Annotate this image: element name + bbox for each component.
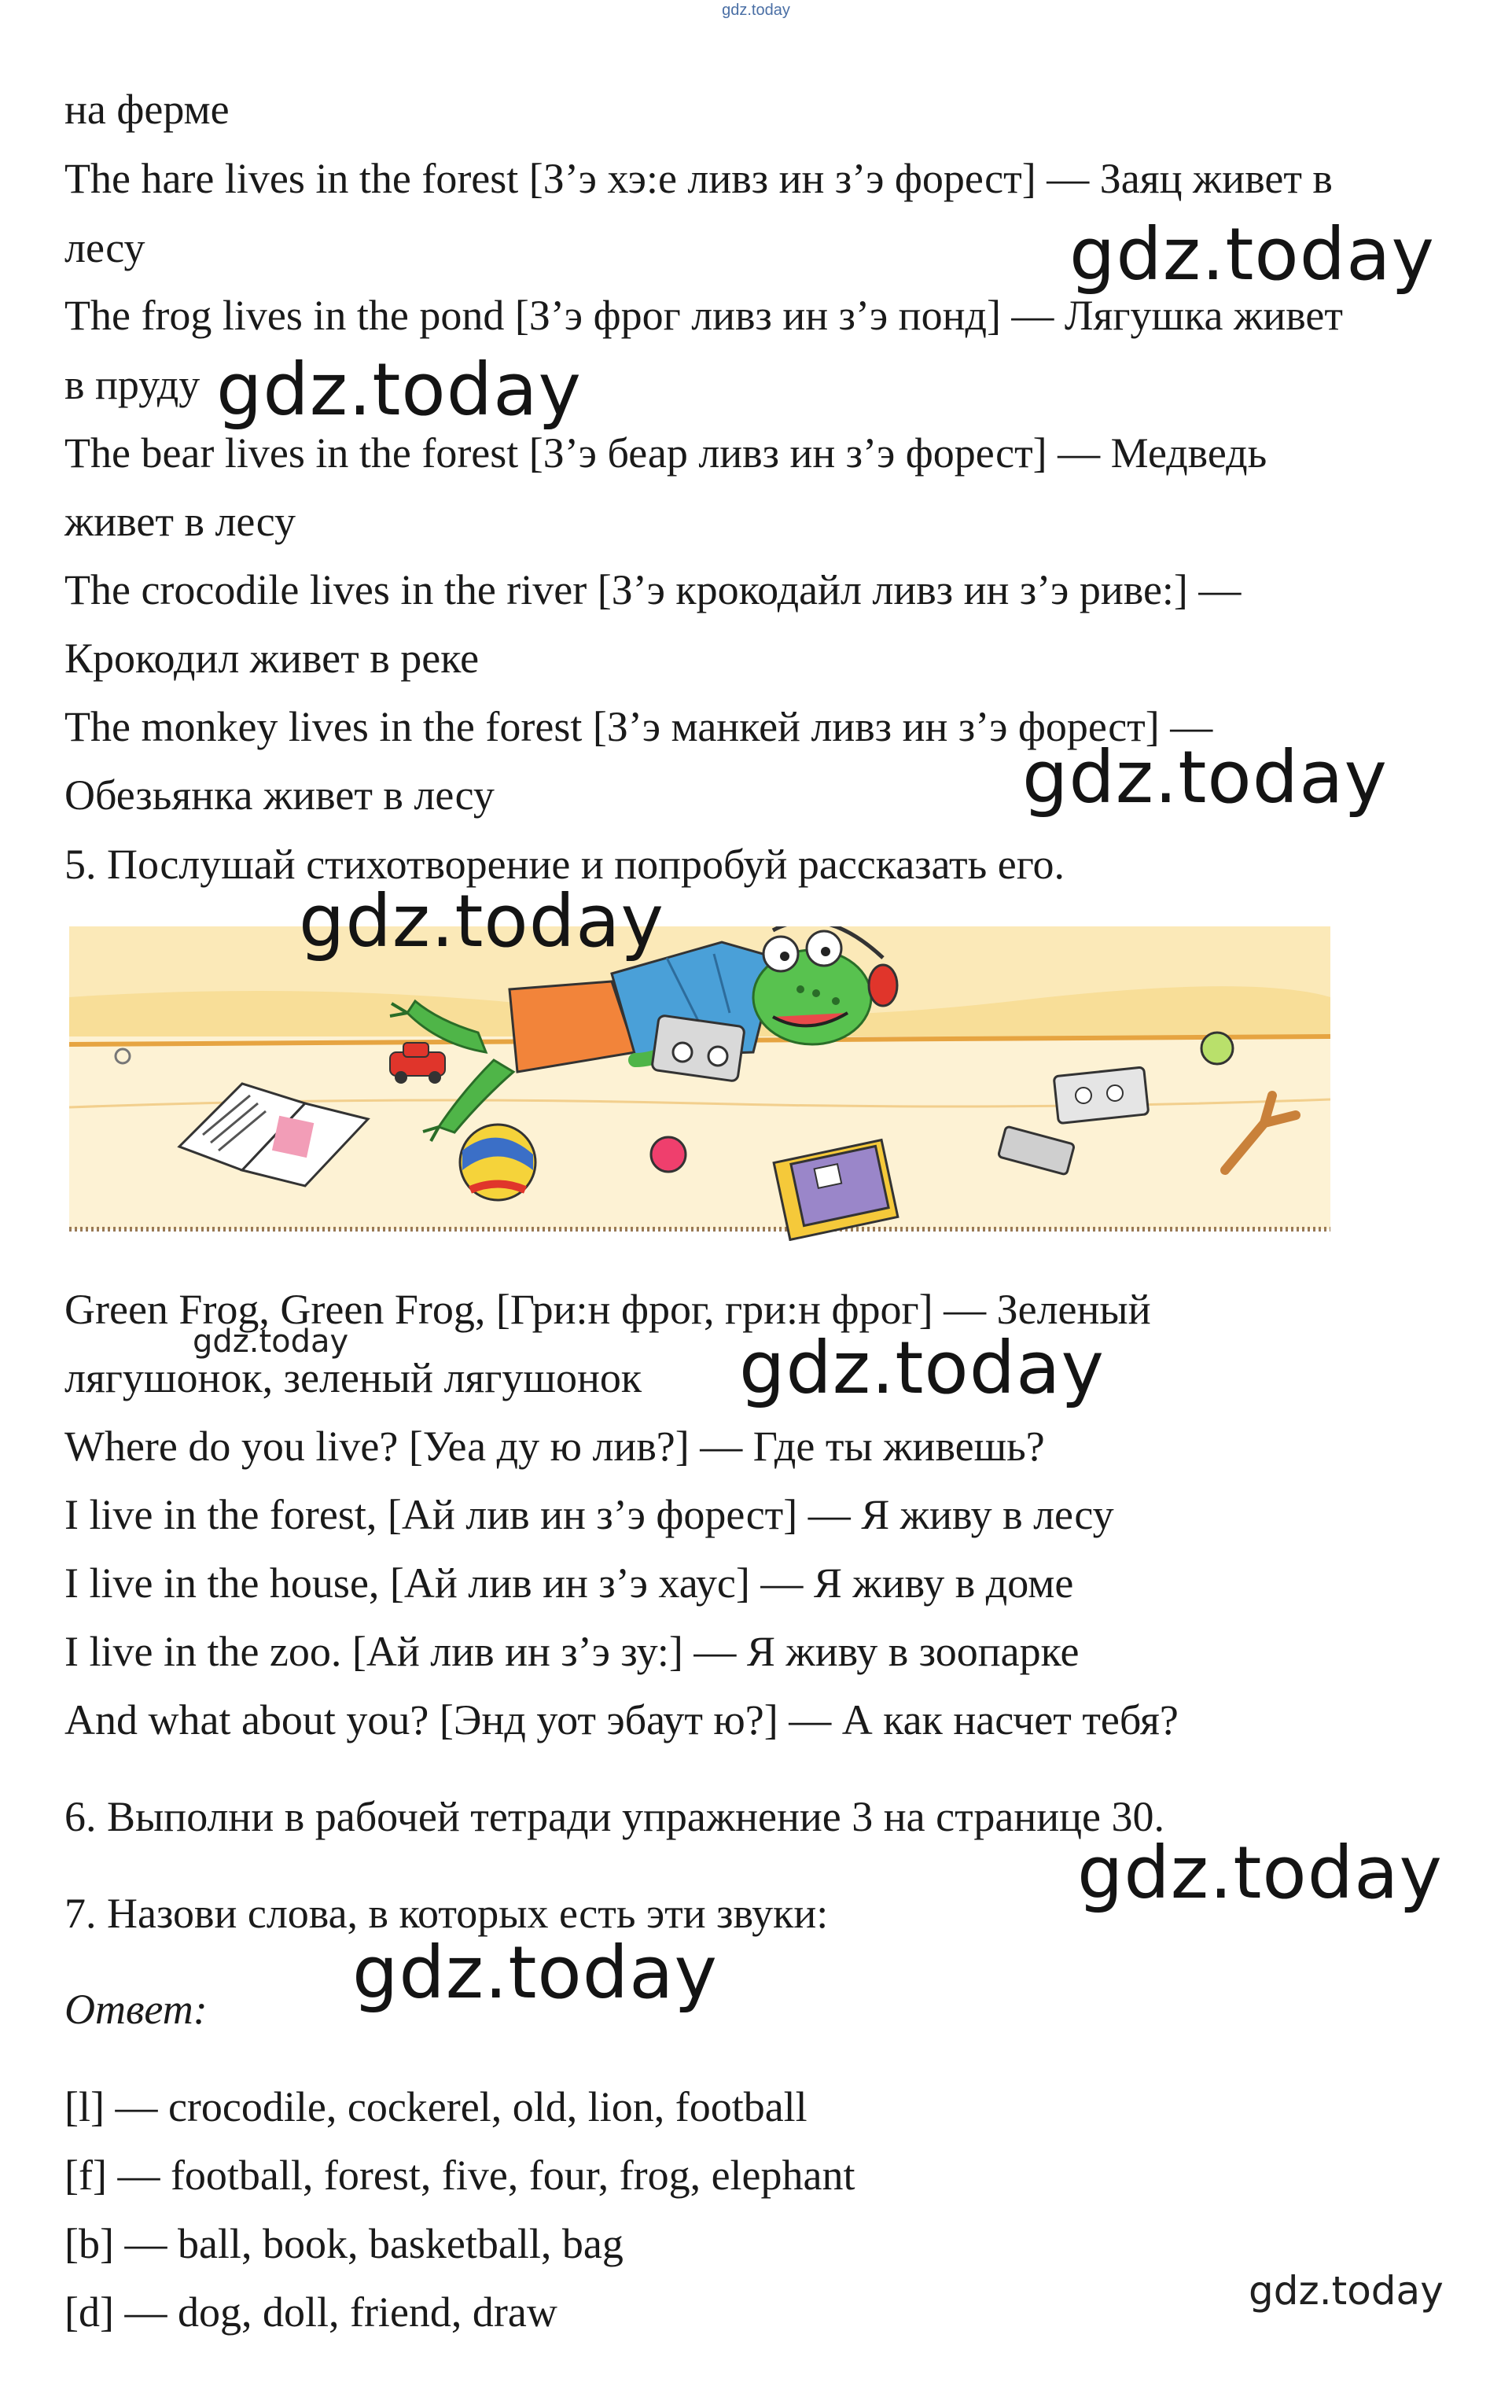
text-line: The crocodile lives in the river [З’э крокодайл ливз ин з’э риве:] —: [64, 566, 1242, 613]
poem-line: Green Frog, Green Frog, [Гри:н фрог, гри:н фрог] — Зеленый: [64, 1286, 1151, 1333]
text-line: на ферме: [64, 86, 230, 133]
text-line: The bear lives in the forest [З’э беар ливз ин з’э форест] — Медведь: [64, 429, 1267, 477]
frog-illustration: [69, 926, 1330, 1241]
watermark: gdz.today: [1249, 2268, 1444, 2314]
text-line: The hare lives in the forest [З’э хэ:е ливз ин з’э форест] — Заяц живет в: [64, 155, 1333, 202]
watermark: gdz.today: [193, 1324, 349, 1360]
poem-line: I live in the zoo. [Ай лив ин з’э зу:] — Я живу в зоопарке: [64, 1628, 1080, 1675]
watermark: gdz.today: [299, 879, 664, 963]
answer-line: [l] — crocodile, cockerel, old, lion, football: [64, 2083, 808, 2130]
poem-line: And what about you? [Энд уот эбаут ю?] — А как насчет тебя?: [64, 1696, 1179, 1743]
text-line: живет в лесу: [64, 498, 296, 545]
answer-line: [f] — football, forest, five, four, frog, elephant: [64, 2152, 855, 2199]
cassette-player-icon: [652, 1015, 745, 1082]
cassette-icon: [1054, 1067, 1149, 1124]
green-ball-icon: [1201, 1033, 1233, 1064]
answer-line: [d] — dog, doll, friend, draw: [64, 2288, 557, 2336]
text-line: The monkey lives in the forest [З’э манкей ливз ин з’э форест] —: [64, 703, 1213, 750]
text-line: в пруду: [64, 361, 200, 408]
small-ball-icon: [651, 1137, 686, 1172]
exercise-5-heading: 5. Послушай стихотворение и попробуй рассказать его.: [64, 841, 1065, 888]
poem-line: I live in the house, [Ай лив ин з’э хаус] — Я живу в доме: [64, 1559, 1074, 1607]
watermark: gdz.today: [352, 1931, 718, 2015]
exercise-6-text: 6. Выполни в рабочей тетради упражнение 3 на странице 30.: [64, 1793, 1164, 1840]
answer-line: [b] — ball, book, basketball, bag: [64, 2220, 624, 2267]
text-line: Обезьянка живет в лесу: [64, 771, 495, 819]
watermark: gdz.today: [739, 1326, 1105, 1410]
watermark: gdz.today: [1069, 212, 1435, 296]
poem-line: Where do you live? [Уеа ду ю лив?] — Где ты живешь?: [64, 1423, 1045, 1470]
header-watermark: gdz.today: [722, 2, 790, 19]
text-line: Крокодил живет в реке: [64, 635, 480, 682]
exercise-7-heading: 7. Назови слова, в которых есть эти звуки:: [64, 1890, 829, 1937]
answer-label: Ответ:: [64, 1986, 208, 2033]
watermark: gdz.today: [1022, 735, 1388, 819]
text-line: The frog lives in the pond [З’э фрог ливз ин з’э понд] — Лягушка живет: [64, 292, 1343, 339]
text-line: лесу: [64, 224, 145, 271]
watermark: gdz.today: [1077, 1831, 1443, 1915]
watermark: gdz.today: [216, 348, 582, 432]
poem-line: лягушонок, зеленый лягушонок: [64, 1354, 642, 1401]
ball-icon: [460, 1125, 535, 1200]
poem-line: I live in the forest, [Ай лив ин з’э форест] — Я живу в лесу: [64, 1491, 1114, 1538]
